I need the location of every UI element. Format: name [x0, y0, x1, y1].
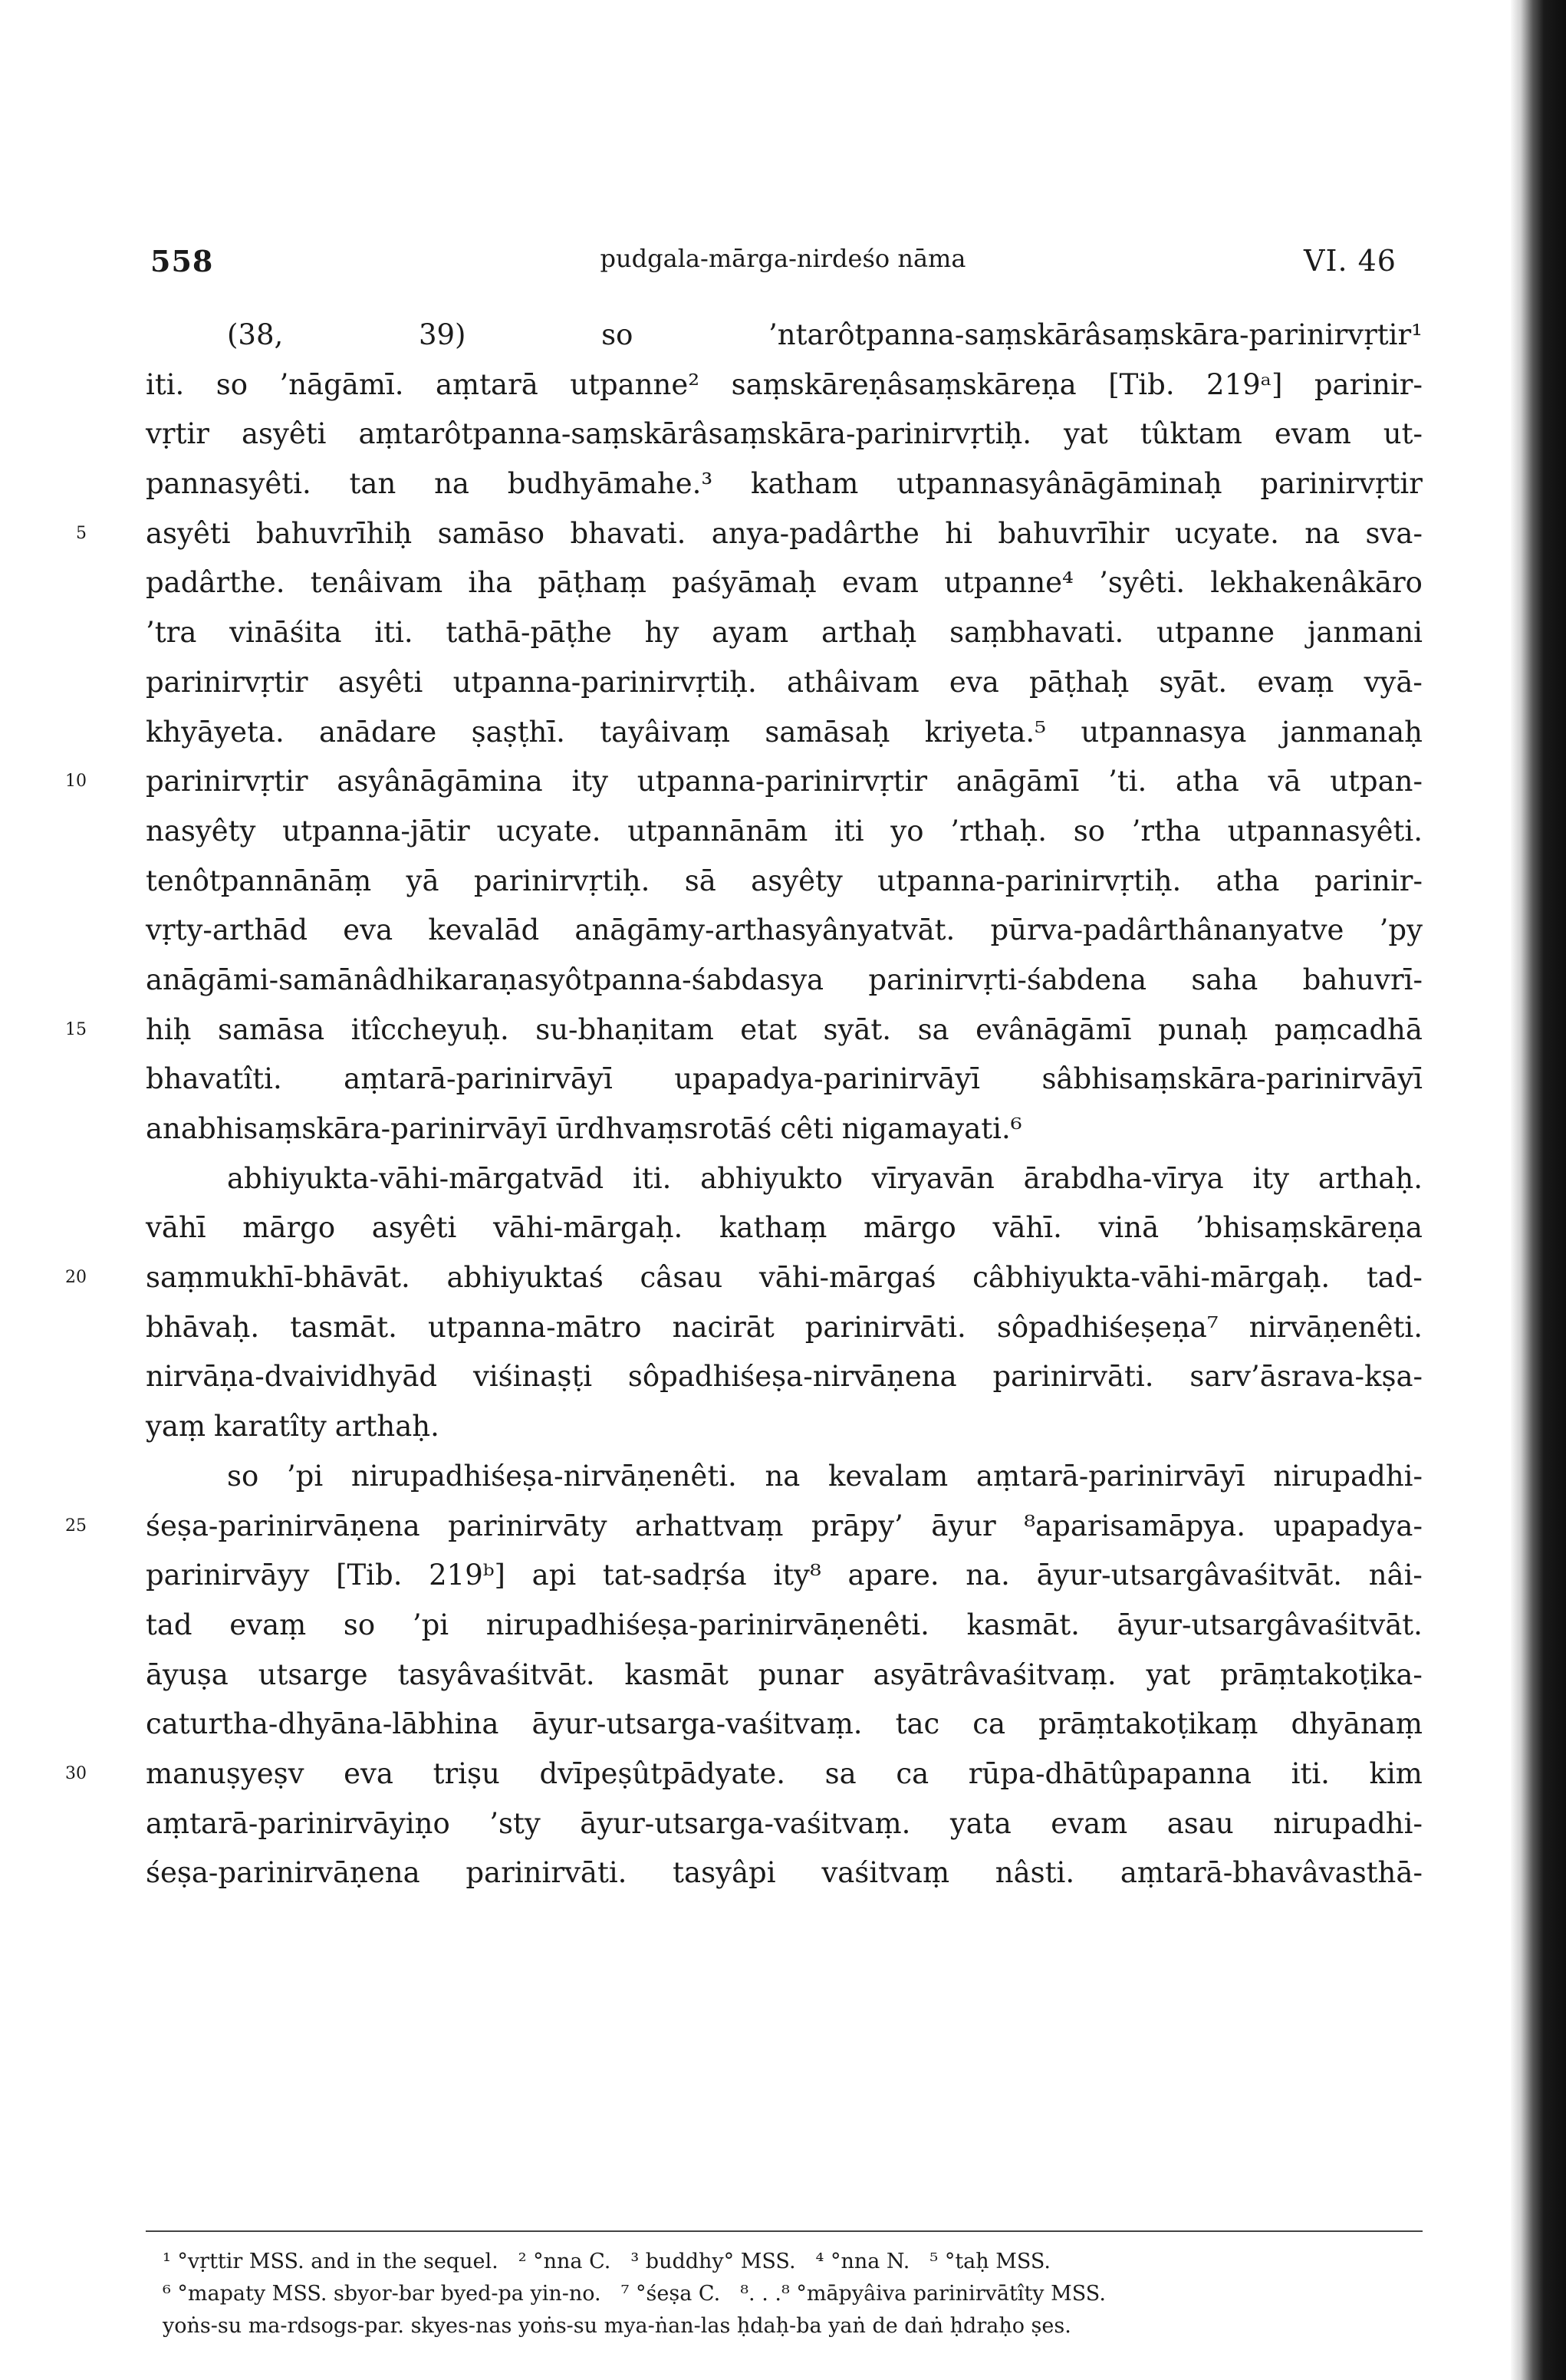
text-line: śeṣa-parinirvāṇena parinirvāti. tasyâpi vaśitvaṃ nâsti. aṃtarā-bhavâvasthā-: [146, 1856, 1423, 1890]
text-line: 25 śeṣa-parinirvāṇena parinirvāty arhattvaṃ prāpy’ āyur ⁸aparisamāpya. upapadya-: [146, 1502, 1423, 1552]
text-line: nasyêty utpanna-jātir ucyate. utpannānām iti yo ’rthaḥ. so ’rtha utpannasyêti.: [146, 814, 1423, 848]
footnote: ⁶ °mapaty MSS. sbyor-bar byed-pa yin-no.: [163, 2282, 601, 2306]
text-line: bhāvaḥ. tasmāt. utpanna-mātro nacirāt parinirvāti. sôpadhiśeṣeṇa⁷ nirvāṇenêti.: [146, 1310, 1423, 1344]
text-line: khyāyeta. anādare ṣaṣṭhī. tayâivaṃ samāsaḥ kriyeta.⁵ utpannasya janmanaḥ: [146, 715, 1423, 749]
section-reference: VI. 46: [1304, 244, 1397, 278]
footnote: ⁵ °taḥ MSS.: [929, 2250, 1051, 2273]
text-line: vāhī mārgo asyêti vāhi-mārgaḥ. kathaṃ mārgo vāhī. vinā ’bhisaṃskāreṇa: [146, 1211, 1423, 1245]
footnote-rule: [146, 2230, 1423, 2232]
line-number: 30: [65, 1763, 87, 1783]
running-title: pudgala-mārga-nirdeśo nāma: [600, 244, 966, 273]
footnote: ⁴ °nna N.: [815, 2250, 910, 2273]
text-line: aṃtarā-parinirvāyiṇo ’sty āyur-utsarga-vaśitvaṃ. yata evam asau nirupadhi-: [146, 1806, 1423, 1840]
text-line: 10 parinirvṛtir asyânāgāmina ity utpanna-parinirvṛtir anāgāmī ’ti. atha vā utpan-: [146, 757, 1423, 807]
footnote: ⁷ °śeṣa C.: [620, 2282, 721, 2306]
line-number: 5: [76, 523, 87, 543]
text-line: 20 saṃmukhī-bhāvāt. abhiyuktaś câsau vāhi-mārgaś câbhiyukta-vāhi-mārgaḥ. tad-: [146, 1253, 1423, 1303]
line-number: 20: [65, 1268, 87, 1288]
text-line: 30 manuṣyeṣv eva triṣu dvīpeṣûtpādyate. sa ca rūpa-dhātûpapanna iti. kim: [146, 1750, 1423, 1799]
page-edge-shadow: [1511, 0, 1566, 2380]
footnote: yoṅs-su ma-rdsogs-par. skyes-nas yoṅs-su mya-ṅan-las ḥdaḥ-ba yaṅ de daṅ ḥdraḥo ṣes.: [163, 2314, 1071, 2338]
text-line: parinirvāyy [Tib. 219ᵇ] api tat-sadṛśa ity⁸ apare. na. āyur-utsargâvaśitvāt. nâi-: [146, 1559, 1423, 1592]
text-line: 15 hiḥ samāsa itîccheyuḥ. su-bhaṇitam etat syāt. sa evânāgāmī punaḥ paṃcadhā: [146, 1006, 1423, 1055]
footnotes: [163, 2246, 1344, 2342]
text-line: 5 asyêti bahuvrīhiḥ samāso bhavati. anya-padârthe hi bahuvrīhir ucyate. na sva-: [146, 509, 1423, 559]
line-number: 25: [65, 1516, 87, 1536]
text-line: yaṃ karatîty arthaḥ.: [146, 1410, 439, 1443]
footnote-line: [163, 2278, 1344, 2310]
text-line: abhiyukta-vāhi-mārgatvād iti. abhiyukto vīryavān ārabdha-vīrya ity arthaḥ.: [227, 1161, 1423, 1195]
footnote-line: [163, 2246, 1344, 2278]
text-line: bhavatîti. aṃtarā-parinirvāyī upapadya-parinirvāyī sâbhisaṃskāra-parinirvāyī: [146, 1062, 1423, 1096]
footnote-line: [163, 2310, 1344, 2342]
line-number: 10: [65, 772, 87, 792]
page-number: 558: [150, 244, 214, 278]
text-line: parinirvṛtir asyêti utpanna-parinirvṛtiḥ. athâivam eva pāṭhaḥ syāt. evaṃ vyā-: [146, 665, 1423, 699]
text-line: tad evaṃ so ’pi nirupadhiśeṣa-parinirvāṇenêti. kasmāt. āyur-utsargâvaśitvāt.: [146, 1608, 1423, 1641]
text-line: (38, 39) so ’ntarôtpanna-saṃskārâsaṃskāra-parinirvṛtir¹: [227, 318, 1423, 351]
line-number: 15: [65, 1019, 87, 1039]
text-line: anāgāmi-samānâdhikaraṇasyôtpanna-śabdasya parinirvṛti-śabdena saha bahuvrī-: [146, 963, 1423, 996]
text-line: iti. so ’nāgāmī. aṃtarā utpanne² saṃskāreṇâsaṃskāreṇa [Tib. 219ᵃ] parinir-: [146, 367, 1423, 401]
text-line: caturtha-dhyāna-lābhina āyur-utsarga-vaśitvaṃ. tac ca prāṃtakoṭikaṃ dhyānaṃ: [146, 1707, 1423, 1741]
footnote: ² °nna C.: [518, 2250, 611, 2273]
main-text: [65, 311, 1423, 1898]
text-line: vṛtir asyêti aṃtarôtpanna-saṃskārâsaṃskāra-parinirvṛtiḥ. yat tûktam evam ut-: [146, 417, 1423, 451]
text-line: nirvāṇa-dvaividhyād viśinaṣṭi sôpadhiśeṣa-nirvāṇena parinirvāti. sarv’āsrava-kṣa-: [146, 1360, 1423, 1394]
text-line: pannasyêti. tan na budhyāmahe.³ katham utpannasyânāgāminaḥ parinirvṛtir: [146, 467, 1423, 501]
text-line: ’tra vināśita iti. tathā-pāṭhe hy ayam arthaḥ saṃbhavati. utpanne janmani: [146, 616, 1423, 650]
footnote: ³ buddhy° MSS.: [630, 2250, 796, 2273]
text-line: anabhisaṃskāra-parinirvāyī ūrdhvaṃsrotāś cêti nigamayati.⁶: [146, 1112, 1022, 1145]
footnote: ¹ °vṛttir MSS. and in the sequel.: [163, 2250, 498, 2273]
text-line: tenôtpannānāṃ yā parinirvṛtiḥ. sā asyêty utpanna-parinirvṛtiḥ. atha parinir-: [146, 864, 1423, 897]
text-line: padârthe. tenâivam iha pāṭhaṃ paśyāmaḥ evam utpanne⁴ ’syêti. lekhakenâkāro: [146, 566, 1423, 600]
text-line: āyuṣa utsarge tasyâvaśitvāt. kasmāt punar asyātrâvaśitvaṃ. yat prāṃtakoṭika-: [146, 1657, 1423, 1691]
footnote: ⁸. . .⁸ °māpyâiva parinirvātîty MSS.: [740, 2282, 1106, 2306]
text-line: vṛty-arthād eva kevalād anāgāmy-arthasyânyatvāt. pūrva-padârthânanyatve ’py: [146, 913, 1423, 947]
text-line: so ’pi nirupadhiśeṣa-nirvāṇenêti. na kevalam aṃtarā-parinirvāyī nirupadhi-: [227, 1459, 1423, 1493]
